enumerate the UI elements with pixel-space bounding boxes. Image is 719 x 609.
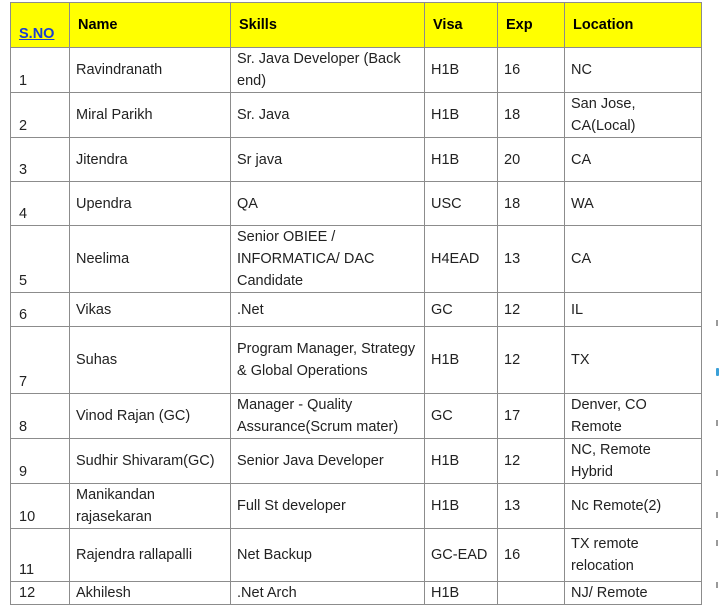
sno-cell: 10 <box>11 484 70 529</box>
visa-cell: GC <box>425 394 498 439</box>
skills-cell: QA <box>231 182 425 226</box>
location-cell: NJ/ Remote <box>565 582 702 605</box>
skills-cell: Senior OBIEE / INFORMATICA/ DAC Candidate <box>231 226 425 293</box>
visa-cell: H1B <box>425 439 498 484</box>
table-row <box>11 138 702 182</box>
edge-mark <box>716 582 718 588</box>
skills-cell: Net Backup <box>231 529 425 582</box>
location-cell: San Jose, CA(Local) <box>565 93 702 138</box>
sno-cell: 11 <box>11 529 70 582</box>
visa-cell: H1B <box>425 138 498 182</box>
table-body <box>11 48 702 605</box>
name-cell: Vikas <box>70 293 231 327</box>
exp-cell: 12 <box>498 327 565 394</box>
edge-mark <box>716 470 718 476</box>
table-row <box>11 394 702 439</box>
skills-cell: Sr. Java <box>231 93 425 138</box>
visa-cell: H1B <box>425 484 498 529</box>
visa-cell: USC <box>425 182 498 226</box>
table-row <box>11 529 702 582</box>
exp-cell: 18 <box>498 182 565 226</box>
name-cell: Rajendra rallapalli <box>70 529 231 582</box>
exp-cell: 16 <box>498 529 565 582</box>
table-row <box>11 582 702 605</box>
exp-cell <box>498 582 565 605</box>
visa-cell: GC-EAD <box>425 529 498 582</box>
sno-cell: 5 <box>11 226 70 293</box>
exp-cell: 20 <box>498 138 565 182</box>
visa-cell: GC <box>425 293 498 327</box>
location-cell: CA <box>565 226 702 293</box>
location-cell: TX <box>565 327 702 394</box>
exp-cell: 12 <box>498 293 565 327</box>
table-row <box>11 182 702 226</box>
edge-mark <box>716 420 718 426</box>
sno-cell: 9 <box>11 439 70 484</box>
exp-cell: 17 <box>498 394 565 439</box>
sno-cell: 12 <box>11 582 70 605</box>
table-row <box>11 327 702 394</box>
name-cell: Ravindranath <box>70 48 231 93</box>
skills-cell: Manager - Quality Assurance(Scrum mater) <box>231 394 425 439</box>
skills-cell: Sr. Java Developer (Back end) <box>231 48 425 93</box>
location-cell: CA <box>565 138 702 182</box>
edge-mark <box>716 512 718 518</box>
column-header-visa: Visa <box>425 3 498 48</box>
exp-cell: 12 <box>498 439 565 484</box>
table-row <box>11 48 702 93</box>
exp-cell: 13 <box>498 484 565 529</box>
location-cell: TX remote relocation <box>565 529 702 582</box>
exp-cell: 16 <box>498 48 565 93</box>
sno-cell: 7 <box>11 327 70 394</box>
name-cell: Vinod Rajan (GC) <box>70 394 231 439</box>
name-cell: Manikandan rajasekaran <box>70 484 231 529</box>
exp-cell: 18 <box>498 93 565 138</box>
table-row <box>11 484 702 529</box>
sno-cell: 6 <box>11 293 70 327</box>
edge-mark <box>716 320 718 326</box>
column-header-location: Location <box>565 3 702 48</box>
table-header-row <box>11 3 702 48</box>
skills-cell: Program Manager, Strategy & Global Operations <box>231 327 425 394</box>
visa-cell: H1B <box>425 327 498 394</box>
table-row <box>11 439 702 484</box>
skills-cell: .Net Arch <box>231 582 425 605</box>
column-header-exp: Exp <box>498 3 565 48</box>
exp-cell: 13 <box>498 226 565 293</box>
skills-cell: Sr java <box>231 138 425 182</box>
sno-sort-link[interactable]: S.NO <box>19 26 55 42</box>
location-cell: IL <box>565 293 702 327</box>
sno-cell: 8 <box>11 394 70 439</box>
location-cell: NC, Remote Hybrid <box>565 439 702 484</box>
visa-cell: H1B <box>425 93 498 138</box>
skills-cell: Senior Java Developer <box>231 439 425 484</box>
name-cell: Akhilesh <box>70 582 231 605</box>
column-header-skills: Skills <box>231 3 425 48</box>
table-row <box>11 293 702 327</box>
candidate-table <box>10 2 702 605</box>
sno-cell: 4 <box>11 182 70 226</box>
name-cell: Suhas <box>70 327 231 394</box>
column-header-sno[interactable] <box>11 3 70 48</box>
name-cell: Miral Parikh <box>70 93 231 138</box>
skills-cell: .Net <box>231 293 425 327</box>
location-cell: NC <box>565 48 702 93</box>
name-cell: Sudhir Shivaram(GC) <box>70 439 231 484</box>
sno-cell: 1 <box>11 48 70 93</box>
visa-cell: H1B <box>425 48 498 93</box>
name-cell: Jitendra <box>70 138 231 182</box>
visa-cell: H1B <box>425 582 498 605</box>
name-cell: Upendra <box>70 182 231 226</box>
sno-cell: 3 <box>11 138 70 182</box>
edge-mark <box>716 540 718 546</box>
skills-cell: Full St developer <box>231 484 425 529</box>
location-cell: Denver, CO Remote <box>565 394 702 439</box>
table-row <box>11 226 702 293</box>
table-row <box>11 93 702 138</box>
location-cell: Nc Remote(2) <box>565 484 702 529</box>
visa-cell: H4EAD <box>425 226 498 293</box>
name-cell: Neelima <box>70 226 231 293</box>
sno-cell: 2 <box>11 93 70 138</box>
column-header-name: Name <box>70 3 231 48</box>
location-cell: WA <box>565 182 702 226</box>
